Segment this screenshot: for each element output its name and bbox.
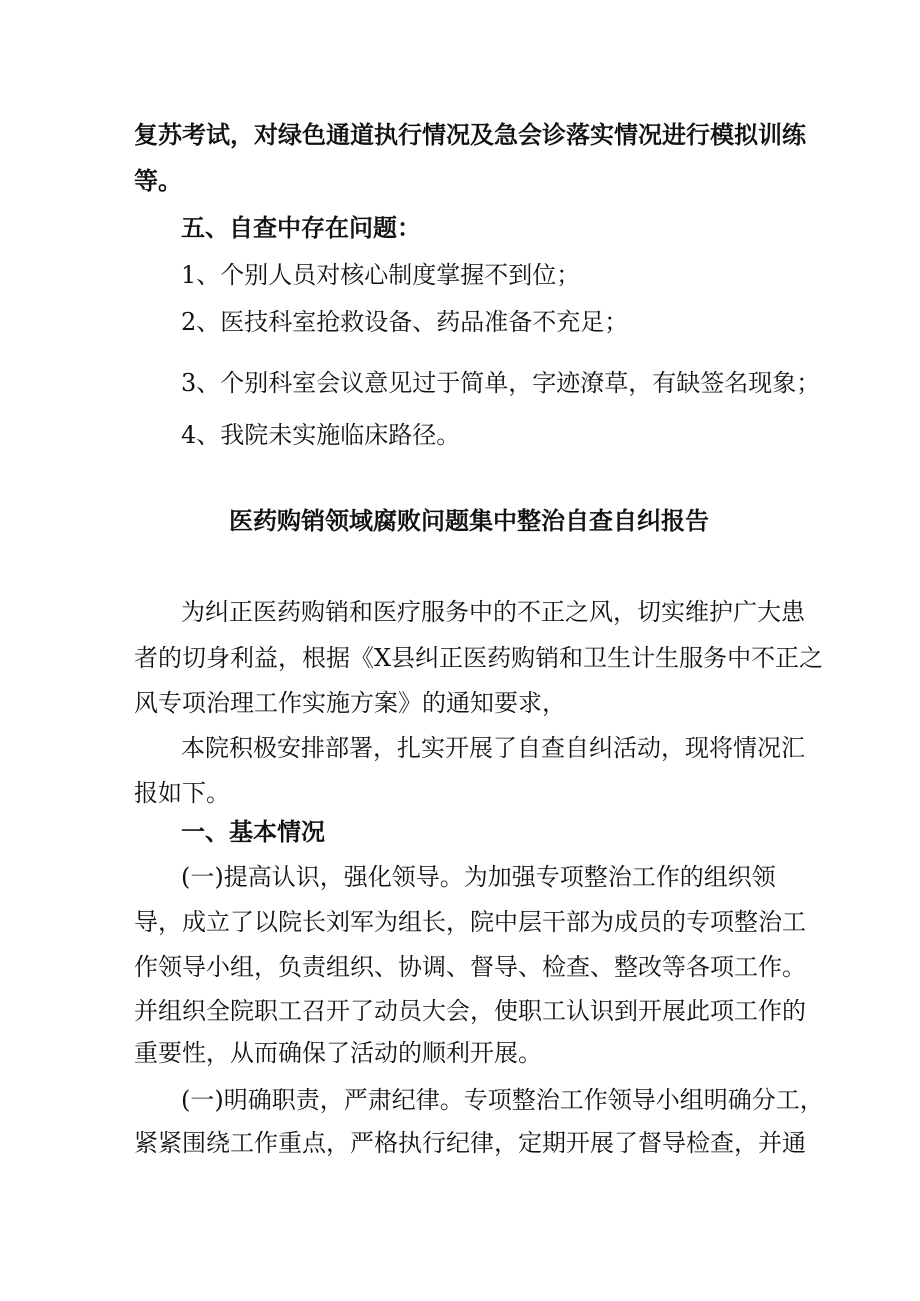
issue-item-2: 2、医技科室抢救设备、药品准备不充足； bbox=[181, 308, 629, 336]
intro-line-2: 者的切身利益，根据《X县纠正医药购销和卫生计生服务中不正之 bbox=[134, 644, 824, 672]
paragraph-2-line-1: (一)明确职责，严肃纪律。专项整治工作领导小组明确分工， bbox=[181, 1086, 824, 1114]
issue-item-1: 1、个别人员对核心制度掌握不到位； bbox=[181, 261, 581, 289]
report-title: 医药购销领域腐败问题集中整治自查自纠报告 bbox=[229, 506, 709, 535]
intro-line-1: 为纠正医药购销和医疗服务中的不正之风，切实维护广大患 bbox=[181, 598, 805, 626]
section-one-heading: 一、基本情况 bbox=[181, 817, 325, 846]
paragraph-1-line-4: 并组织全院职工召开了动员大会，使职工认识到开展此项工作的 bbox=[134, 997, 806, 1025]
section-five-heading: 五、自查中存在问题： bbox=[181, 213, 421, 242]
paragraph-2-line-2: 紧紧围绕工作重点，严格执行纪律，定期开展了督导检查，并通 bbox=[134, 1129, 806, 1157]
intro-line-4: 本院积极安排部署，扎实开展了自查自纠活动，现将情况汇 bbox=[181, 734, 805, 762]
previous-paragraph-line-1: 复苏考试，对绿色通道执行情况及急会诊落实情况进行模拟训练 bbox=[134, 120, 806, 149]
issue-item-3: 3、个别科室会议意见过于简单，字迹潦草，有缺签名现象； bbox=[181, 369, 821, 397]
issue-item-4: 4、我院未实施临床路径。 bbox=[181, 421, 461, 449]
previous-paragraph-line-2: 等。 bbox=[134, 166, 182, 195]
paragraph-1-line-2: 导，成立了以院长刘军为组长，院中层干部为成员的专项整治工 bbox=[134, 908, 806, 936]
paragraph-1-line-5: 重要性，从而确保了活动的顺利开展。 bbox=[134, 1039, 542, 1067]
intro-line-3: 风专项治理工作实施方案》的通知要求， bbox=[134, 689, 566, 717]
paragraph-1-line-3: 作领导小组，负责组织、协调、督导、检查、整改等各项工作。 bbox=[134, 953, 806, 981]
intro-line-5: 报如下。 bbox=[134, 779, 230, 807]
paragraph-1-line-1: (一)提高认识，强化领导。为加强专项整治工作的组织领 bbox=[181, 863, 776, 891]
